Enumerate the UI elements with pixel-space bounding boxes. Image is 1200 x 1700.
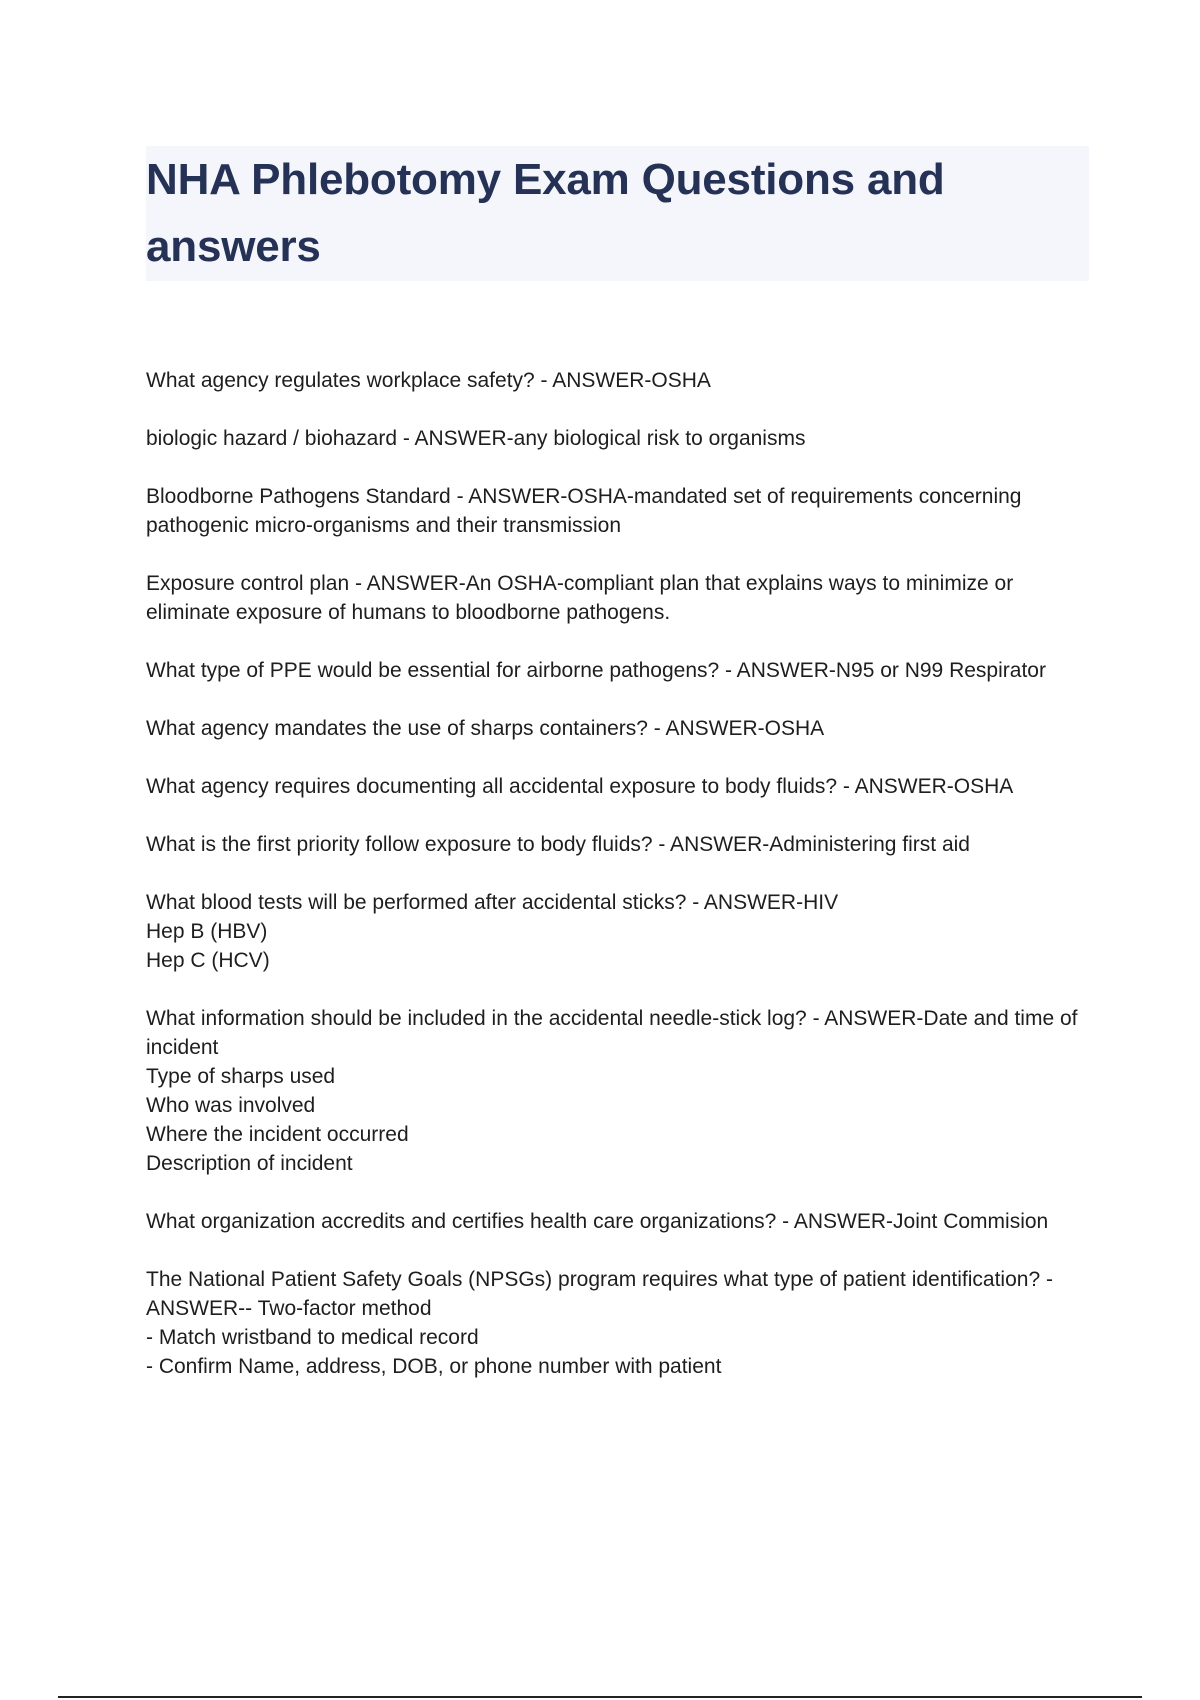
qa-line: Type of sharps used [146, 1065, 336, 1088]
qa-line: Hep B (HBV) [146, 920, 268, 943]
qa-item [146, 424, 1086, 453]
title-banner [146, 146, 1089, 281]
page-title: NHA Phlebotomy Exam Questions and answers [146, 155, 945, 271]
qa-item [146, 482, 1086, 540]
qa-line: Hep C (HCV) [146, 949, 270, 972]
qa-item [146, 366, 1086, 395]
qa-item [146, 569, 1086, 627]
qa-line: - Match wristband to medical record [146, 1326, 479, 1349]
qa-line: - Confirm Name, address, DOB, or phone number with patient [146, 1355, 722, 1378]
qa-item [146, 830, 1086, 859]
qa-item [146, 656, 1086, 685]
qa-line: Exposure control plan - ANSWER-An OSHA-compliant plan that explains ways to minimize or eliminate exposure of humans to bloodborne pathogens. [146, 572, 1014, 624]
qa-item [146, 714, 1086, 743]
qa-line: What agency regulates workplace safety? - ANSWER-OSHA [146, 369, 711, 392]
qa-line: What blood tests will be performed after accidental sticks? - ANSWER-HIV [146, 891, 839, 914]
qa-item [146, 1004, 1086, 1178]
qa-line: What agency mandates the use of sharps containers? - ANSWER-OSHA [146, 717, 825, 740]
qa-line: Where the incident occurred [146, 1123, 409, 1146]
qa-line: What is the first priority follow exposure to body fluids? - ANSWER-Administering first aid [146, 833, 970, 856]
qa-item [146, 1207, 1086, 1236]
qa-item [146, 1265, 1086, 1381]
qa-line: What information should be included in the accidental needle-stick log? - ANSWER-Date and time of incident [146, 1007, 1078, 1059]
qa-line: What agency requires documenting all accidental exposure to body fluids? - ANSWER-OSHA [146, 775, 1014, 798]
qa-line: What organization accredits and certifies health care organizations? - ANSWER-Joint Commision [146, 1210, 1049, 1233]
qa-line: The National Patient Safety Goals (NPSGs) program requires what type of patient identification? - ANSWER-- Two-factor method [146, 1268, 1053, 1320]
page-footer-divider [58, 1696, 1142, 1698]
qa-item [146, 772, 1086, 801]
qa-line: Description of incident [146, 1152, 353, 1175]
qa-line: What type of PPE would be essential for airborne pathogens? - ANSWER-N95 or N99 Respirator [146, 659, 1046, 682]
qa-list [146, 366, 1086, 1410]
qa-line: Who was involved [146, 1094, 316, 1117]
qa-item [146, 888, 1086, 975]
qa-line: Bloodborne Pathogens Standard - ANSWER-OSHA-mandated set of requirements concerning pathogenic micro-organisms and their transmission [146, 485, 1022, 537]
qa-line: biologic hazard / biohazard - ANSWER-any biological risk to organisms [146, 427, 806, 450]
